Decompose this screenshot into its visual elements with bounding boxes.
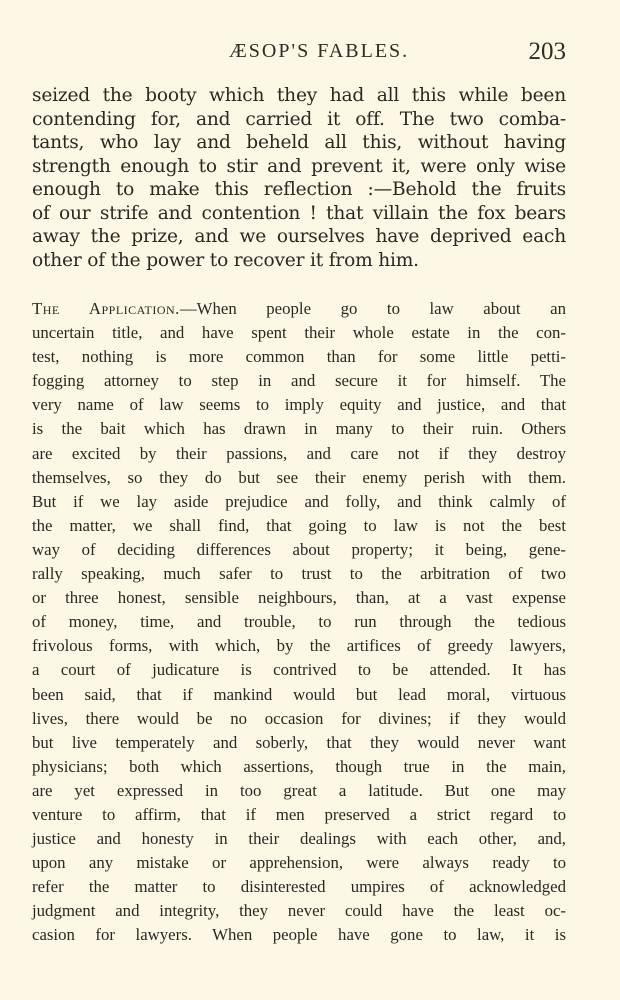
application-line: refer the matter to disinterested umpires of acknowledged (32, 877, 566, 897)
application-line: of money, time, and trouble, to run through the tedious (32, 612, 566, 632)
application-line: lives, there would be no occasion for divines; if they would (32, 708, 566, 728)
application-line: fogging attorney to step in and secure it for himself. The (32, 371, 566, 391)
application-line-start: —When people go to law about an (179, 299, 566, 318)
application-line: are excited by their passions, and care not if they destroy (32, 443, 566, 463)
application-line: test, nothing is more common than for some little petti- (32, 347, 566, 367)
application-first-line (32, 297, 566, 321)
application-line: physicians; both which assertions, though true in the main, (32, 756, 566, 776)
application-line: very name of law seems to imply equity and justice, and that (32, 395, 566, 415)
story-line: other of the power to recover it from him. (32, 249, 419, 271)
fable-story-paragraph (32, 84, 566, 272)
application-line: uncertain title, and have spent their whole estate in the con- (32, 323, 566, 343)
story-line: strength enough to stir and prevent it, were only wise (32, 155, 566, 177)
application-line: justice and honesty in their dealings with each other, and, (32, 829, 566, 849)
application-paragraph (32, 297, 566, 948)
application-line: upon any mistake or apprehension, were always ready to (32, 853, 566, 873)
application-line: a court of judicature is contrived to be attended. It has (32, 660, 566, 680)
story-line: away the prize, and we ourselves have deprived each (32, 226, 566, 247)
story-line: of our strife and contention ! that villain the fox bears (32, 202, 566, 224)
story-line: seized the booty which they had all this while been (32, 85, 566, 106)
application-line: are yet expressed in too great a latitude. But one may (32, 780, 566, 800)
application-line: frivolous forms, with which, by the artifices of greedy lawyers, (32, 636, 566, 656)
running-title: ÆSOP'S FABLES. (229, 40, 410, 62)
application-line: themselves, so they do but see their enemy perish with them. (32, 467, 566, 487)
application-line: but live temperately and soberly, that they would never want (32, 732, 566, 752)
story-line: contending for, and carried it off. The two comba- (32, 108, 566, 130)
application-line: is the bait which has drawn in many to their ruin. Others (32, 419, 566, 439)
application-line: way of deciding differences about property; it being, gene- (32, 539, 566, 559)
application-heading: The Application. (32, 299, 180, 318)
story-line: enough to make this reflection :—Behold the fruits (32, 179, 566, 200)
application-line: rally speaking, much safer to trust to the arbitration of two (32, 564, 566, 584)
application-line: But if we lay aside prejudice and folly, and think calmly of (32, 491, 566, 511)
application-line: venture to affirm, that if men preserved a strict regard to (32, 804, 566, 824)
running-head (0, 38, 620, 68)
page-number: 203 (528, 38, 566, 65)
application-line: casion for lawyers. When people have gone to law, it is (32, 925, 566, 945)
application-line: the matter, we shall find, that going to law is not the best (32, 515, 566, 535)
application-line: judgment and integrity, they never could have the least oc- (32, 901, 566, 921)
application-line: been said, that if mankind would but lead moral, virtuous (32, 684, 566, 704)
application-line: or three honest, sensible neighbours, than, at a vast expense (32, 588, 566, 608)
story-line: tants, who lay and beheld all this, without having (32, 132, 566, 153)
